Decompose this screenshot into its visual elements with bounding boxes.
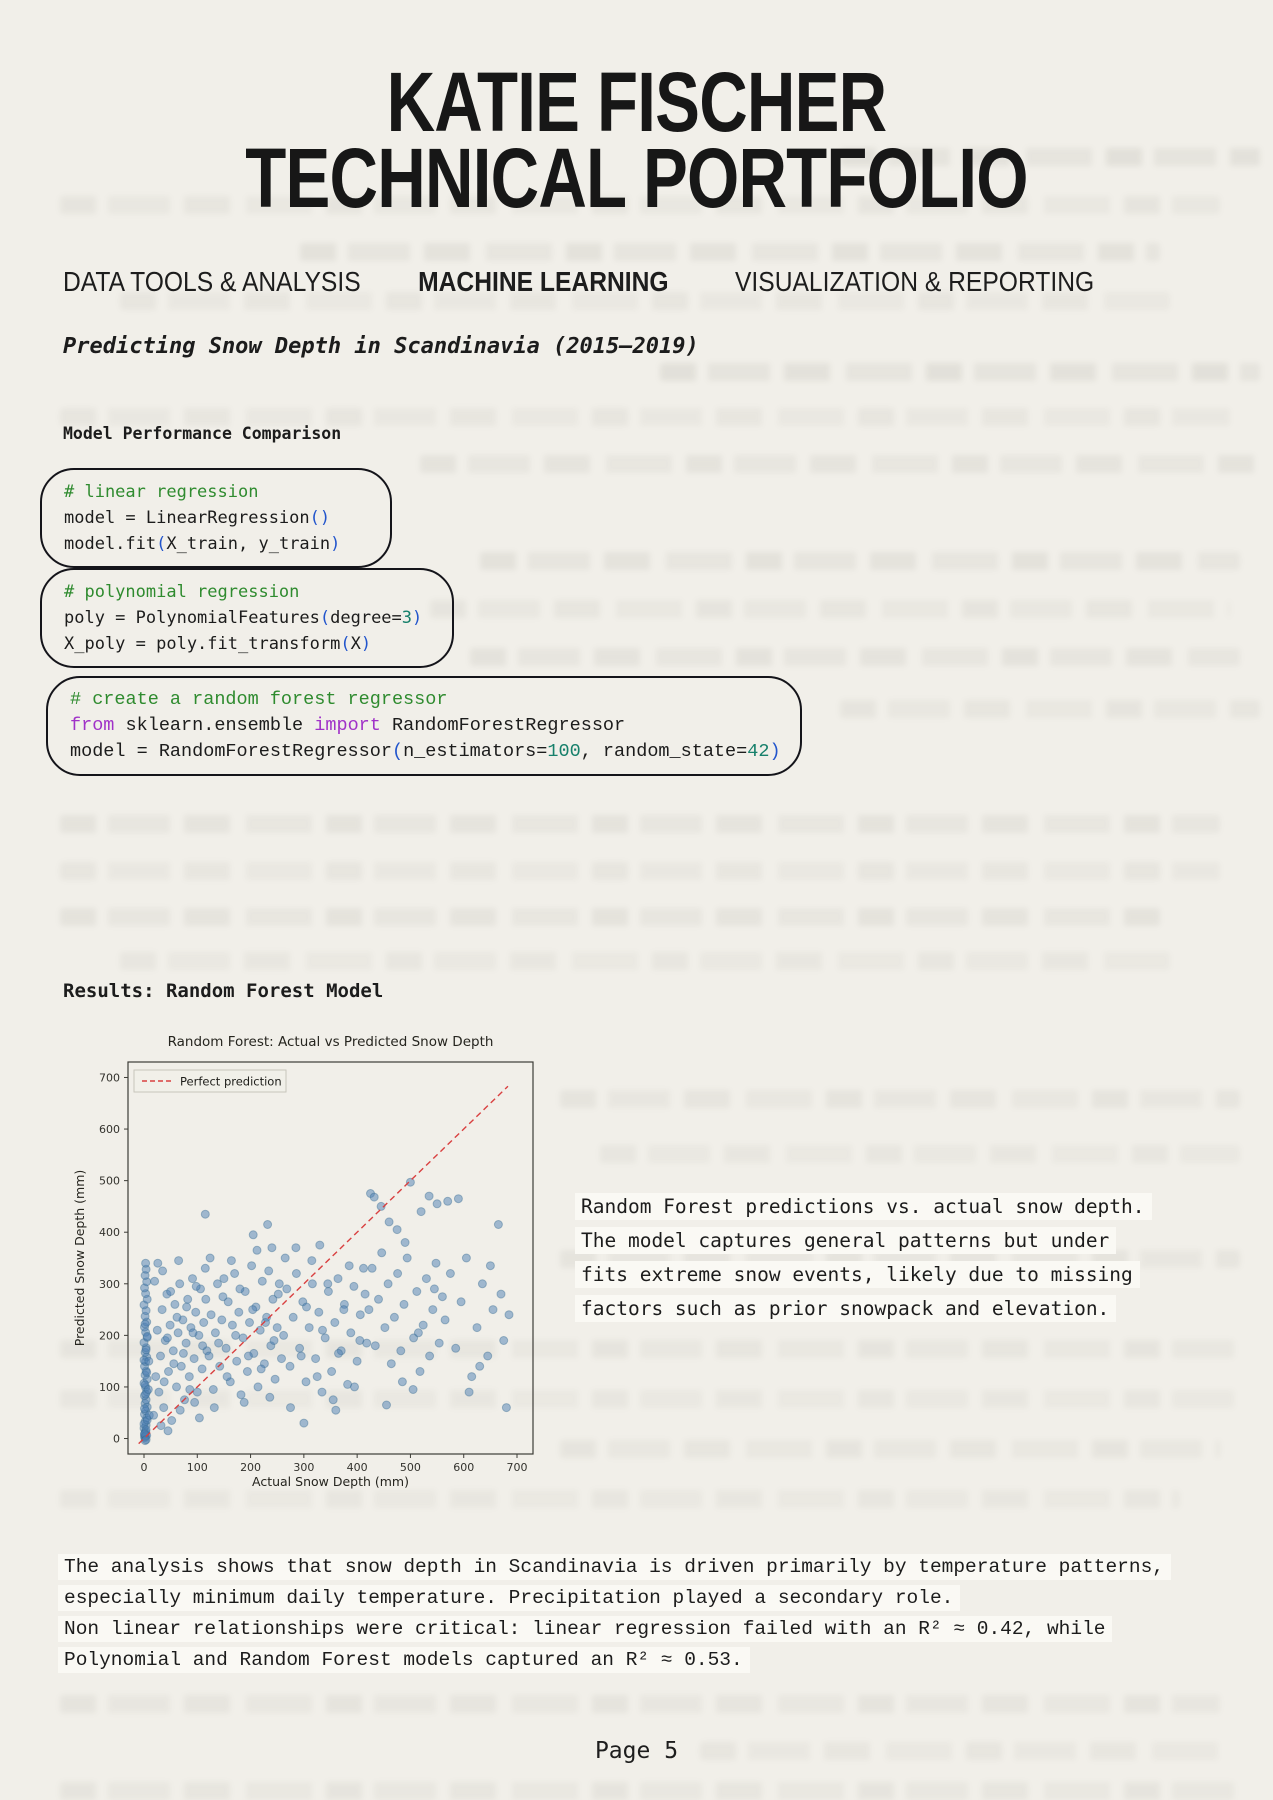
code-token-code: model = LinearRegression: [64, 508, 310, 528]
svg-text:700: 700: [506, 1461, 528, 1474]
ghost-text-band: [600, 1145, 1240, 1163]
code-token-code: model = RandomForestRegressor: [70, 741, 392, 762]
code-token-number: 42: [747, 741, 770, 762]
code-token-paren: (: [319, 608, 331, 628]
svg-text:100: 100: [99, 1380, 120, 1394]
ghost-text-band: [60, 1695, 1220, 1713]
svg-text:300: 300: [99, 1277, 120, 1291]
code-token-number: 100: [547, 741, 581, 762]
text-line: factors such as prior snowpack and elevation.: [575, 1295, 1116, 1322]
code-block-random-forest: [46, 676, 802, 776]
svg-text:600: 600: [99, 1123, 120, 1137]
nav-tab-data-tools-analysis[interactable]: DATA TOOLS & ANALYSIS: [63, 266, 361, 297]
ghost-text-band: [840, 700, 1260, 718]
svg-text:200: 200: [99, 1329, 120, 1343]
code-token-code: sklearn.ensemble: [114, 715, 315, 736]
scatter-points: [140, 1178, 513, 1444]
ghost-text-band: [660, 363, 1260, 381]
svg-text:500: 500: [399, 1461, 421, 1474]
code-text: [64, 579, 430, 657]
nav-tab-visualization-reporting[interactable]: VISUALIZATION & REPORTING: [734, 266, 1095, 297]
code-token-code: X_train, y_train: [166, 534, 331, 554]
chart-title: Random Forest: Actual vs Predicted Snow Depth: [167, 1034, 494, 1050]
svg-text:300: 300: [293, 1461, 315, 1474]
svg-text:600: 600: [453, 1461, 475, 1474]
code-token-paren: ): [330, 534, 341, 554]
code-token-code: poly = PolynomialFeatures: [64, 608, 320, 628]
code-token-keyword: import: [314, 715, 381, 736]
code-token-paren: ): [360, 634, 372, 654]
code-token-number: 3: [401, 608, 413, 628]
code-token-code: degree=: [330, 608, 402, 628]
code-token-comment: # linear regression: [64, 482, 259, 502]
svg-text:500: 500: [99, 1174, 120, 1188]
text-line: Polynomial and Random Forest models captured an R² ≈ 0.53.: [58, 1647, 750, 1673]
code-token-code: , random_state=: [580, 741, 748, 762]
code-token-paren: ): [769, 741, 781, 762]
ghost-text-band: [480, 552, 1240, 570]
page-number: Page 5: [594, 1738, 679, 1764]
code-block-polynomial-regression: [40, 568, 454, 668]
svg-text:Perfect prediction: Perfect prediction: [180, 1074, 282, 1089]
code-token-keyword: from: [70, 715, 115, 736]
ghost-text-band: [420, 455, 1260, 473]
x-axis-label: Actual Snow Depth (mm): [252, 1474, 409, 1489]
page-title-line2: TECHNICAL PORTFOLIO: [245, 131, 1028, 225]
section-nav: [63, 266, 1095, 298]
code-token-paren: ): [412, 608, 423, 628]
chart-caption: [575, 1190, 1175, 1326]
code-token-code: X: [350, 634, 361, 654]
page-title: [0, 55, 1273, 225]
ghost-text-band: [60, 862, 1220, 880]
code-text: [70, 687, 781, 765]
scatter-chart-container: [70, 1026, 545, 1496]
text-line: The model captures general patterns but under: [575, 1227, 1116, 1254]
text-line: especially minimum daily temperature. Precipitation played a secondary role.: [58, 1585, 960, 1611]
svg-text:100: 100: [186, 1461, 208, 1474]
svg-text:0: 0: [140, 1461, 148, 1474]
text-line: Random Forest predictions vs. actual snow depth.: [575, 1193, 1152, 1220]
ghost-text-band: [430, 600, 1230, 618]
analysis-summary: [58, 1552, 1243, 1676]
model-comparison-heading: Model Performance Comparison: [63, 424, 342, 443]
svg-text:400: 400: [346, 1461, 368, 1474]
code-token-paren: (: [156, 534, 167, 554]
ghost-text-band: [300, 243, 1160, 261]
ghost-text-band: [60, 908, 1160, 926]
code-token-code: model.fit: [64, 534, 157, 554]
code-token-code: n_estimators=: [403, 741, 548, 762]
code-token-paren: (: [391, 741, 404, 762]
results-heading: Results: Random Forest Model: [63, 980, 384, 1002]
chart-legend: [134, 1070, 286, 1092]
ghost-text-band: [560, 1090, 1240, 1108]
svg-text:0: 0: [113, 1432, 120, 1446]
svg-text:400: 400: [99, 1226, 120, 1240]
code-token-paren: (: [340, 634, 351, 654]
code-token-paren: (): [309, 508, 331, 528]
project-heading: Predicting Snow Depth in Scandinavia (2015–2019): [63, 334, 699, 359]
svg-text:700: 700: [99, 1071, 120, 1085]
text-line: Non linear relationships were critical: linear regression failed with an R² ≈ 0.42, while: [58, 1616, 1112, 1642]
text-line: fits extreme snow events, likely due to missing: [575, 1261, 1140, 1288]
ghost-text-band: [60, 815, 1220, 833]
ghost-text-band: [470, 648, 1240, 666]
code-block-linear-regression: [40, 468, 392, 568]
page-title-line1: KATIE FISCHER: [386, 55, 887, 149]
code-text: [64, 479, 368, 557]
scatter-chart: [70, 1026, 545, 1496]
ghost-text-band: [60, 1782, 1240, 1800]
ghost-text-band: [120, 952, 1170, 970]
code-token-code: X_poly = poly.fit_transform: [64, 634, 341, 654]
code-token-comment: # polynomial regression: [64, 582, 300, 602]
y-axis-label: Predicted Snow Depth (mm): [72, 1169, 87, 1347]
text-line: The analysis shows that snow depth in Scandinavia is driven primarily by temperature patterns,: [58, 1554, 1171, 1580]
nav-tab-machine-learning[interactable]: MACHINE LEARNING: [418, 266, 669, 297]
code-token-code: RandomForestRegressor: [380, 715, 626, 736]
code-token-comment: # create a random forest regressor: [70, 689, 448, 710]
svg-text:200: 200: [240, 1461, 262, 1474]
ghost-text-band: [560, 1440, 1220, 1458]
